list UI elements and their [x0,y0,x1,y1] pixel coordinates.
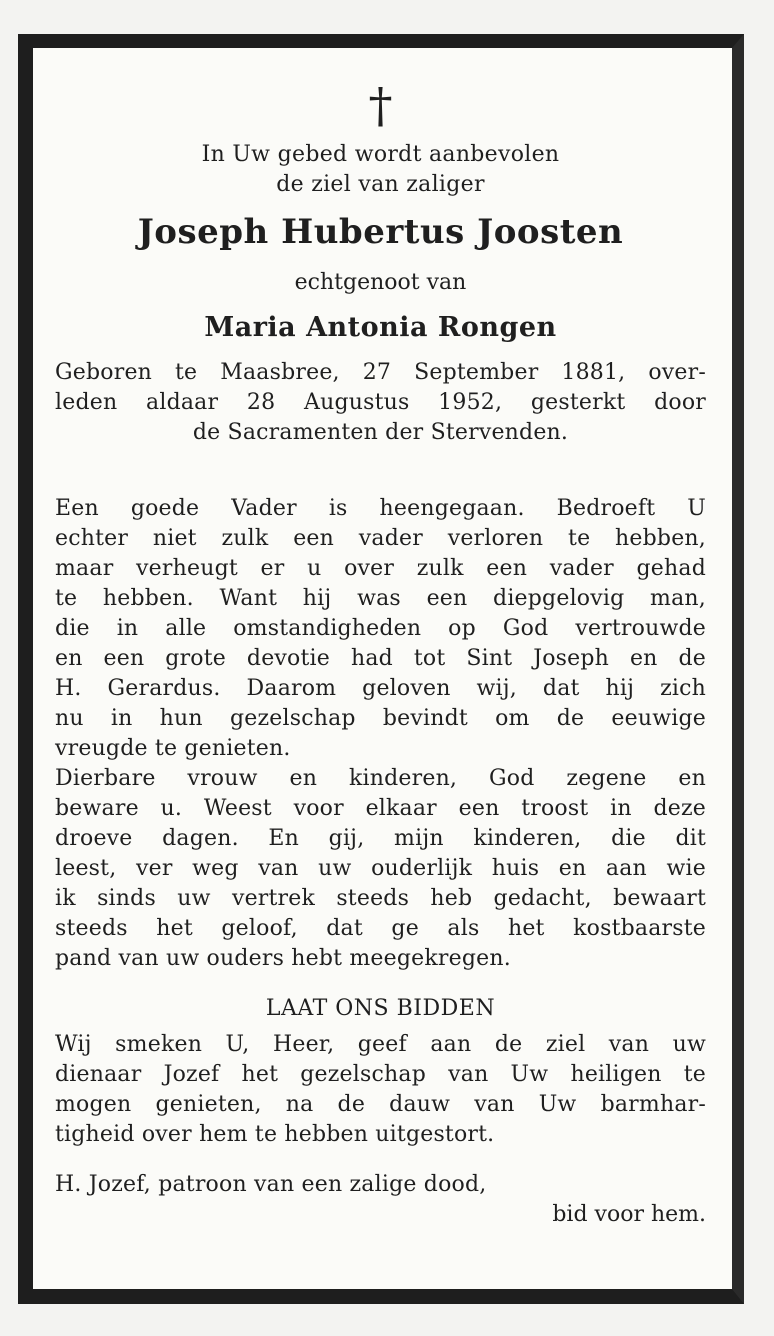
closing-invocation [55,1170,706,1230]
birth-death-line: Geboren te Maasbree, 27 September 1881, over- [55,360,706,385]
birth-death-text [55,358,706,448]
paragraph-line: H. Gerardus. Daarom geloven wij, dat hij zich [55,676,706,701]
paragraph-line: Dierbare vrouw en kinderen, God zegene en [55,766,706,791]
paragraph-father [55,494,706,764]
prayer-line: tigheid over hem te hebben uitgestort. [55,1122,495,1147]
paragraph-line: die in alle omstandigheden op God vertrouwde [55,616,706,641]
paragraph-line: maar verheugt er u over zulk een vader gehad [55,556,706,581]
prayer-line: mogen genieten, na de dauw van Uw barmhar- [55,1092,706,1117]
paragraph-line: steeds het geloof, dat ge als het kostbaarste [55,916,706,941]
birth-death-line: de Sacramenten der Stervenden. [192,420,569,445]
birth-death-line: leden aldaar 28 Augustus 1952, gesterkt door [55,390,706,415]
paragraph-line: nu in hun gezelschap bevindt om de eeuwige [55,706,706,731]
intro-line: In Uw gebed wordt aanbevolen [201,142,560,167]
spouse-label: echtgenoot van [294,270,467,295]
spouse-name: Maria Antonia Rongen [204,312,557,343]
closing-line: H. Jozef, patroon van een zalige dood, [55,1172,487,1197]
intro-text [55,140,706,200]
paragraph-line: echter niet zulk een vader verloren te hebben, [55,526,706,551]
intro-line: de ziel van zaliger [276,172,485,197]
paragraph-line: ik sinds uw vertrek steeds heb gedacht, bewaart [55,886,706,911]
prayer-title: LAAT ONS BIDDEN [265,996,496,1021]
prayer-line: dienaar Jozef het gezelschap van Uw heiligen te [55,1062,706,1087]
prayer-line: Wij smeken U, Heer, geef aan de ziel van uw [55,1032,706,1057]
paragraph-line: beware u. Weest voor elkaar een troost in deze [55,796,706,821]
cross-icon: † [368,78,393,134]
prayer-text [55,1030,706,1150]
card-content [55,78,706,1273]
paragraph-line: droeve dagen. En gij, mijn kinderen, die dit [55,826,706,851]
paragraph-line: vreugde te genieten. [55,736,291,761]
closing-line-right: bid voor hem. [552,1202,706,1227]
paragraph-family [55,764,706,974]
paragraph-line: te hebben. Want hij was een diepgelovig man, [55,586,706,611]
memorial-card [18,34,744,1304]
paragraph-line: pand van uw ouders hebt meegekregen. [55,946,511,971]
paragraph-line: en een grote devotie had tot Sint Joseph en de [55,646,706,671]
paragraph-line: leest, ver weg van uw ouderlijk huis en aan wie [55,856,706,881]
deceased-name: Joseph Hubertus Joosten [137,212,624,252]
paragraph-line: Een goede Vader is heengegaan. Bedroeft U [55,496,706,521]
